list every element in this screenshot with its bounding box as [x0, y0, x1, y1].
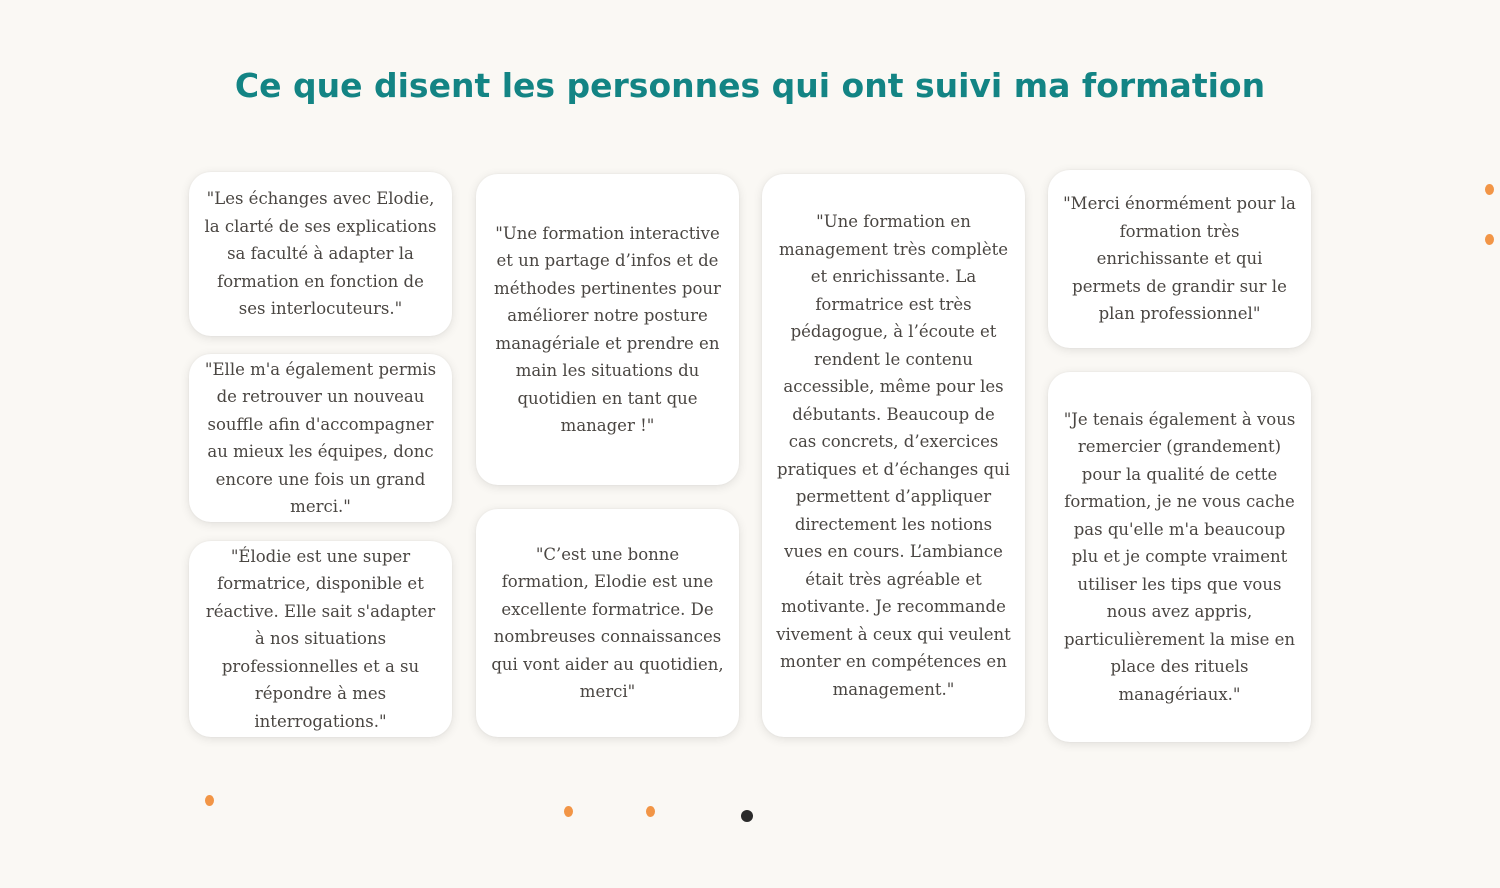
- testimonial-card: [189, 172, 452, 336]
- pagination-dot[interactable]: [205, 795, 214, 806]
- testimonial-text: "Une formation interactive et un partage d’infos et de méthodes pertinentes pour améliorer notre posture managériale et prendre en main les situations du quotidien en tant que manager !": [494, 223, 721, 435]
- decorative-dot: [1485, 184, 1494, 195]
- testimonial-text: "Merci énormément pour la formation très enrichissante et qui permets de grandir sur le plan professionnel": [1063, 194, 1296, 324]
- testimonial-text: "Les échanges avec Elodie, la clarté de ses explications sa faculté à adapter la formation en fonction de ses interlocuteurs.": [204, 189, 437, 319]
- testimonial-card: [189, 354, 452, 522]
- pagination-dot[interactable]: [646, 806, 655, 817]
- testimonial-card: [1048, 372, 1311, 742]
- testimonial-text: "Elle m'a également permis de retrouver un nouveau souffle afin d'accompagner au mieux les équipes, donc encore une fois un grand merci.": [204, 359, 437, 516]
- testimonial-card: [189, 541, 452, 737]
- pagination-dot-active[interactable]: [741, 810, 753, 822]
- testimonial-card: [476, 174, 739, 485]
- decorative-dot: [1485, 234, 1494, 245]
- testimonial-card: [762, 174, 1025, 737]
- pagination-dot[interactable]: [564, 806, 573, 817]
- testimonial-text: "Je tenais également à vous remercier (grandement) pour la qualité de cette formation, je ne vous cache pas qu'elle m'a beaucoup plu et je compte vraiment utiliser les tips que vous nous avez appris, particulièrement la mise en place des rituels managériaux.": [1063, 409, 1296, 704]
- section-title: Ce que disent les personnes qui ont suivi ma formation: [234, 66, 1266, 105]
- testimonial-text: "C’est une bonne formation, Elodie est une excellente formatrice. De nombreuses connaissances qui vont aider au quotidien, merci": [491, 544, 724, 701]
- testimonial-card: [1048, 170, 1311, 348]
- testimonial-text: "Élodie est une super formatrice, disponible et réactive. Elle sait s'adapter à nos situations professionnelles et a su répondre à mes interrogations.": [205, 546, 436, 731]
- testimonial-card: [476, 509, 739, 737]
- testimonial-text: "Une formation en management très complète et enrichissante. La formatrice est très pédagogue, à l’écoute et rendent le contenu accessible, même pour les débutants. Beaucoup de cas concrets, d’exercices pratiques et d’échanges qui permettent d’appliquer directement les notions vues en cours. L’ambiance était très agréable et motivante. Je recommande vivement à ceux qui veulent monter en compétences en management.": [776, 212, 1011, 699]
